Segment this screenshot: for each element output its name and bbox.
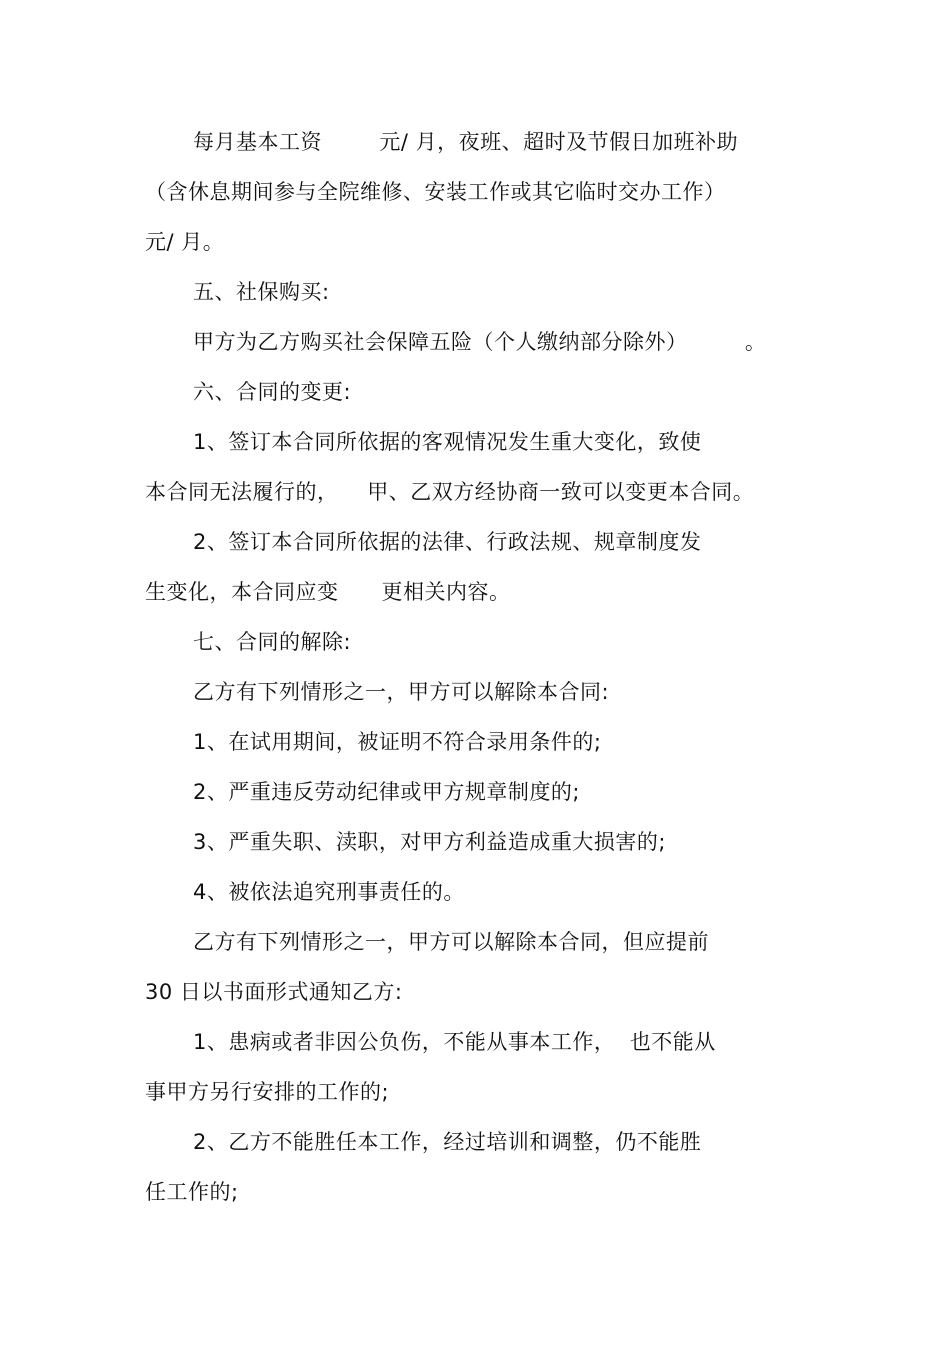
text-line-social-insurance: 甲方为乙方购买社会保障五险（个人缴纳部分除外） 。: [193, 330, 767, 354]
text-line-notice-item-1: 1、患病或者非因公负伤，不能从事本工作， 也不能从: [193, 1030, 716, 1054]
text-line-salary: 每月基本工资 元/ 月，夜班、超时及节假日加班补助: [193, 130, 739, 154]
text-line-change-item-2: 2、签订本合同所依据的法律、行政法规、规章制度发: [193, 530, 702, 554]
text-line-termination-intro: 乙方有下列情形之一，甲方可以解除本合同:: [193, 680, 610, 704]
text-line-termination-item-4: 4、被依法追究刑事责任的。: [193, 880, 465, 904]
text-line-notice-item-2: 2、乙方不能胜任本工作，经过培训和调整，仍不能胜: [193, 1130, 702, 1154]
text-line-change-item-1-continued: 本合同无法履行的， 甲、乙双方经协商一致可以变更本合同。: [145, 480, 755, 504]
text-line-termination-item-3: 3、严重失职、渎职，对甲方利益造成重大损害的;: [193, 830, 666, 854]
text-line-salary-continued: （含休息期间参与全院维修、安装工作或其它临时交办工作）: [145, 180, 726, 204]
text-line-notice-intro-continued: 30 日以书面形式通知乙方:: [145, 980, 403, 1004]
text-line-termination-item-2: 2、严重违反劳动纪律或甲方规章制度的;: [193, 780, 580, 804]
section-heading-contract-change: 六、合同的变更:: [193, 380, 352, 404]
text-line-notice-item-1-continued: 事甲方另行安排的工作的;: [145, 1080, 390, 1104]
section-heading-contract-termination: 七、合同的解除:: [193, 630, 352, 654]
text-line-change-item-1: 1、签订本合同所依据的客观情况发生重大变化，致使: [193, 430, 702, 454]
text-line-notice-item-2-continued: 任工作的;: [145, 1180, 239, 1204]
section-heading-social-insurance: 五、社保购买:: [193, 280, 330, 304]
text-line-notice-intro: 乙方有下列情形之一，甲方可以解除本合同，但应提前: [193, 930, 709, 954]
text-line-termination-item-1: 1、在试用期间，被证明不符合录用条件的;: [193, 730, 602, 754]
text-line-change-item-2-continued: 生变化，本合同应变 更相关内容。: [145, 580, 511, 604]
text-line-salary-unit: 元/ 月。: [145, 230, 225, 254]
